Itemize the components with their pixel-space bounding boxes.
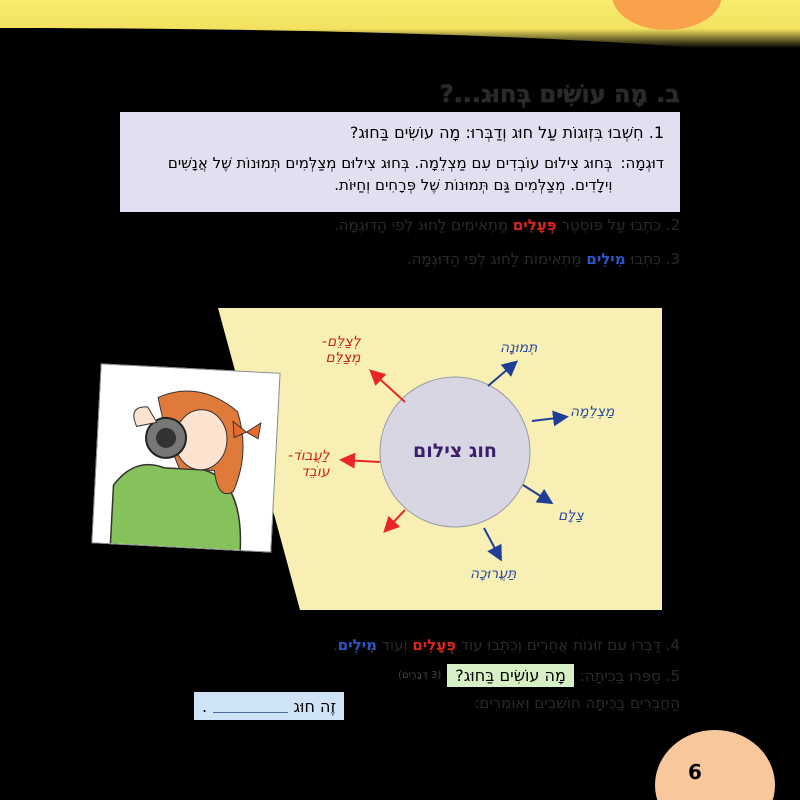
red-word-2 bbox=[288, 448, 329, 480]
arrow-red-2 bbox=[343, 460, 380, 462]
example-text: בְּחוּג צִילוּם עוֹבְדִים עִם מַצְלֵמָה. בְּחוּג צִילוּם מְצַלְּמִים תְּמוּנוֹת שֶׁל אֲנָשִׁים וִילָדִים. מְצַלְּמִים גַּם תְּמוּנוֹת שֶׁל פְּרָחִים וְחַיּוֹת. bbox=[167, 154, 613, 194]
blue-word-4: תַּעֲרוּכָה bbox=[470, 566, 517, 582]
question-2-before: 2. כִּתְבוּ עַל פּוֹסְטֶר bbox=[556, 216, 680, 234]
center-label: חוג צילום bbox=[413, 440, 497, 462]
question-4-verbs: פְּעָלִים bbox=[412, 636, 457, 654]
question-4-nouns: מִילִים bbox=[337, 636, 378, 654]
question-2-after: מַתְאִימִים לַחוּג לְפִי הַדּוּגְמָה. bbox=[333, 216, 513, 234]
section-title: ב. מָה עוֹשִׂים בְּחוּג...? bbox=[439, 80, 680, 108]
question-3-after: מַתְאִימוֹת לַחוּג לְפִי הַדּוּגְמָה. bbox=[406, 250, 587, 268]
answer-blank[interactable] bbox=[213, 699, 287, 713]
answer-prefix: זֶה חוּג bbox=[293, 696, 336, 716]
red-word-2-line2: עוֹבֵד bbox=[301, 464, 330, 480]
question-5-note: (3 דְּבָרִים) bbox=[398, 670, 442, 681]
question-5-before: 5. סַפְּרוּ בַּכִּיתָּה: bbox=[579, 666, 680, 685]
question-3-before: 3. כִּתְבוּ bbox=[625, 250, 680, 268]
red-word-1-line1: לְצַלֵּם- bbox=[322, 334, 361, 350]
answer-box[interactable] bbox=[194, 692, 344, 720]
blue-word-2: מַצְלֵמָה bbox=[570, 404, 615, 420]
answer-end: . bbox=[202, 696, 208, 716]
blue-word-3: צַלָּם bbox=[558, 508, 584, 524]
question-1-text: 1. חִשְׁבוּ בִּזְוּגוֹת עַל חוּג וְדַבְּרוּ: מָה עוֹשִׂים בַּחוּג? bbox=[349, 123, 664, 142]
red-word-2-line1: לַעֲבוֹד- bbox=[288, 448, 330, 464]
question-4-before: 4. דַּבְּרוּ עִם זוּגוֹת אֲחֵרִים וְכִתְבוּ עוֹד bbox=[456, 636, 680, 654]
question-3-nouns: מִילִים bbox=[586, 250, 626, 268]
question-5 bbox=[120, 664, 680, 687]
question-4-end: . bbox=[333, 636, 338, 654]
red-word-1 bbox=[322, 334, 361, 366]
blue-word-1: תְּמוּנָה bbox=[500, 340, 538, 356]
arrow-red-3 bbox=[386, 510, 405, 530]
arrow-blue-4 bbox=[484, 528, 500, 558]
arrow-red-1 bbox=[372, 372, 405, 402]
example-label: דוּגְמָה: bbox=[620, 154, 664, 172]
arrow-blue-1 bbox=[488, 363, 515, 386]
arrow-blue-3 bbox=[523, 485, 550, 502]
question-4-mid: וְעוֹד bbox=[377, 636, 413, 654]
red-word-1-line2: מְצַלֵּם bbox=[325, 350, 361, 366]
question-4 bbox=[120, 636, 680, 654]
question-2-verbs: פְּעָלִים bbox=[512, 216, 557, 234]
question-5-box: מָה עוֹשִׂים בַּחוּג? bbox=[447, 664, 574, 687]
arrow-blue-2 bbox=[532, 417, 565, 421]
question-5-line2: הַחֲבֵרִים בַּכִּיתָּה חוֹשְׁבִים וְאוֹמְרִים: bbox=[474, 694, 680, 712]
page-number: 6 bbox=[688, 760, 702, 784]
